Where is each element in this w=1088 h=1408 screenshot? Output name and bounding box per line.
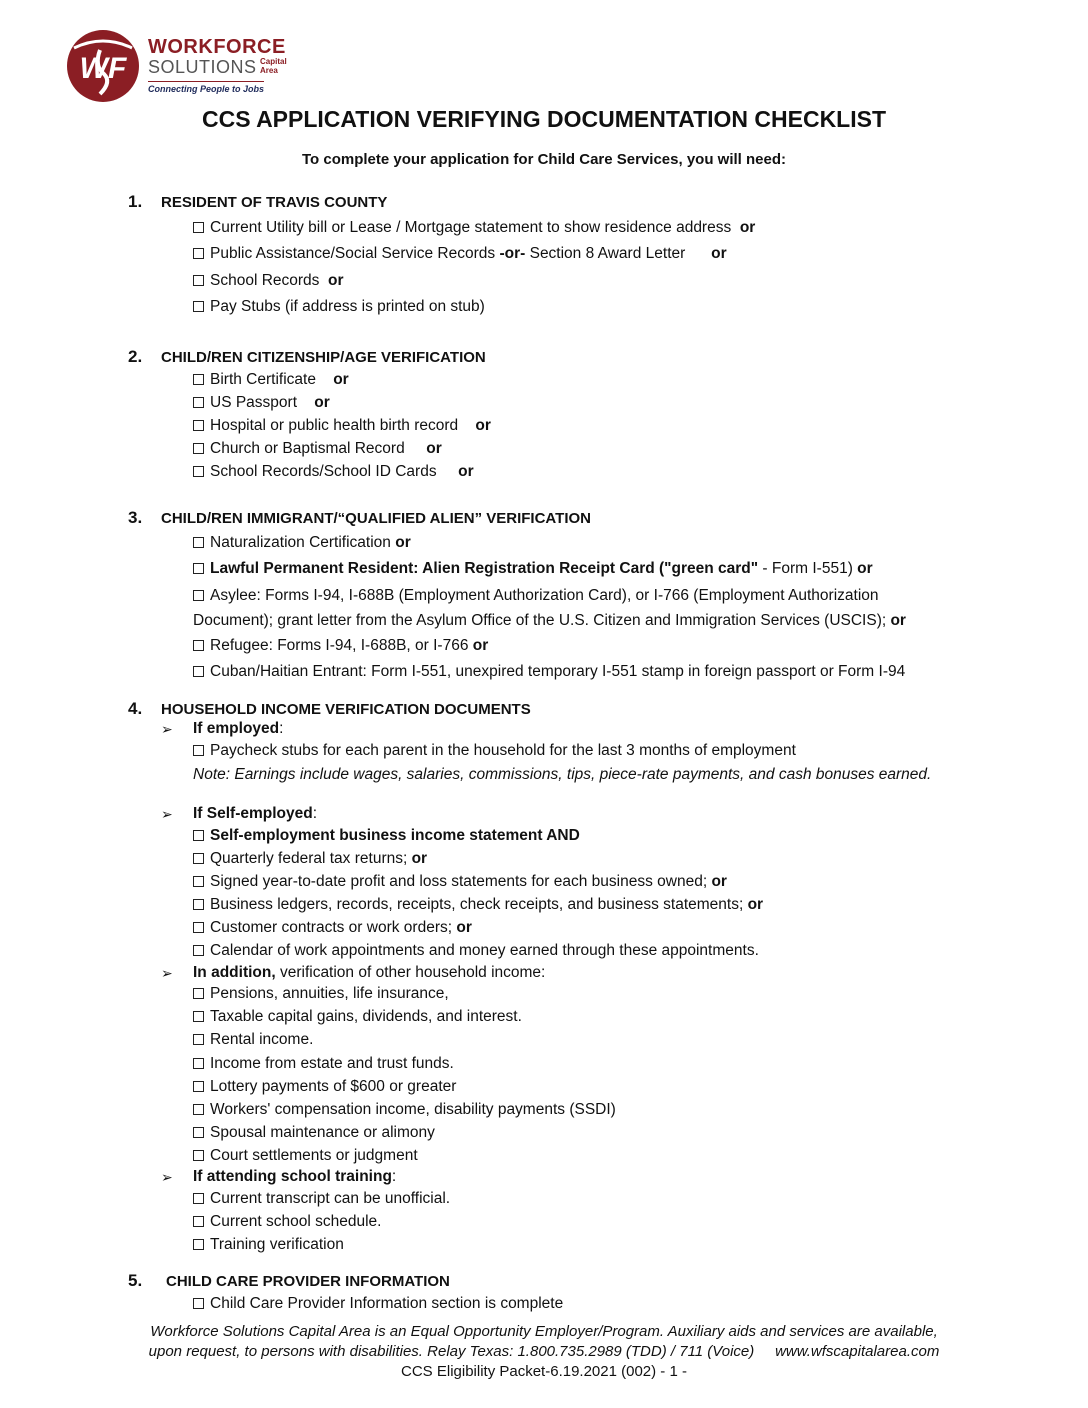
or-label: or	[456, 919, 472, 936]
checklist-item	[193, 742, 796, 760]
item-text: - Form I-551)	[758, 560, 858, 577]
self-employed-heading: If Self-employed:	[193, 805, 318, 822]
checklist-item	[193, 1078, 456, 1096]
checklist-item	[193, 827, 580, 845]
or-label: or	[328, 272, 344, 289]
arrow-bullet-icon: ➢	[161, 965, 173, 981]
or-label: or	[314, 394, 330, 411]
section-3-title: CHILD/REN IMMIGRANT/“QUALIFIED ALIEN” VERIFICATION	[161, 510, 591, 527]
item-text: Hospital or public health birth record	[210, 417, 459, 434]
checklist-item	[193, 873, 727, 891]
checkbox[interactable]	[193, 590, 204, 601]
section-2-title: CHILD/REN CITIZENSHIP/AGE VERIFICATION	[161, 349, 486, 366]
checklist-item	[193, 896, 763, 914]
checklist-item	[193, 463, 474, 481]
school-heading-text: If attending school training	[193, 1168, 392, 1185]
workforce-solutions-logo	[64, 24, 304, 106]
checkbox[interactable]	[193, 876, 204, 887]
item-text: Training verification	[210, 1236, 344, 1253]
logo-tagline: Connecting People to Jobs	[148, 81, 264, 94]
arrow-bullet-icon: ➢	[161, 1169, 173, 1185]
checkbox[interactable]	[193, 853, 204, 864]
item-text: Income from estate and trust funds.	[210, 1055, 454, 1072]
checklist-item	[193, 942, 759, 960]
checkbox[interactable]	[193, 1239, 204, 1250]
self-employed-heading-text: If Self-employed	[193, 805, 313, 822]
checkbox[interactable]	[193, 666, 204, 677]
checkbox[interactable]	[193, 466, 204, 477]
checkbox[interactable]	[193, 745, 204, 756]
item-text: Signed year-to-date profit and loss statements for each business owned;	[210, 873, 712, 890]
page-subtitle: To complete your application for Child Care Services, you will need:	[302, 151, 786, 168]
footer-line-2: upon request, to persons with disabilities. Relay Texas: 1.800.735.2989 (TDD) / 711 (Voice) www.wfscapitalarea.com	[148, 1343, 940, 1360]
item-text: Church or Baptismal Record	[210, 440, 405, 457]
item-text: Public Assistance/Social Service Records	[210, 245, 500, 262]
checkbox[interactable]	[193, 1150, 204, 1161]
checkbox[interactable]	[193, 1081, 204, 1092]
checklist-item	[193, 371, 349, 389]
or-label: or	[857, 560, 873, 577]
item-text-bold: Self-employment business income statement AND	[210, 827, 580, 844]
item-text: Pensions, annuities, life insurance,	[210, 985, 449, 1002]
checkbox[interactable]	[193, 988, 204, 999]
checkbox[interactable]	[193, 301, 204, 312]
checkbox[interactable]	[193, 1127, 204, 1138]
logo-name-line1: WORKFORCE	[148, 36, 286, 58]
checkbox[interactable]	[193, 922, 204, 933]
svg-text:WF: WF	[79, 52, 127, 85]
item-text: School Records	[210, 272, 320, 289]
logo-name-line2: SOLUTIONS	[148, 57, 257, 77]
checklist-item	[193, 1147, 418, 1165]
item-text: Cuban/Haitian Entrant: Form I-551, unexpired temporary I-551 stamp in foreign passport or Form I-94	[210, 663, 906, 680]
section-1-number: 1.	[128, 192, 143, 211]
checklist-item	[193, 1190, 450, 1208]
arrow-bullet-icon: ➢	[161, 721, 173, 737]
or-label: or	[890, 612, 906, 629]
checkbox[interactable]	[193, 640, 204, 651]
checklist-item	[193, 850, 427, 868]
checklist-item	[193, 1236, 344, 1254]
checklist-item	[193, 272, 344, 290]
section-4-title: HOUSEHOLD INCOME VERIFICATION DOCUMENTS	[161, 701, 531, 718]
or-label: or	[747, 896, 764, 913]
checklist-item	[193, 219, 755, 237]
checkbox[interactable]	[193, 1104, 204, 1115]
checkbox[interactable]	[193, 1011, 204, 1022]
item-text: Pay Stubs (if address is printed on stub)	[210, 298, 485, 315]
item-text: Workers' compensation income, disability payments (SSDI)	[210, 1101, 616, 1118]
checklist-item	[193, 560, 873, 578]
checkbox[interactable]	[193, 1298, 204, 1309]
item-text: Customer contracts or work orders;	[210, 919, 457, 936]
checkbox[interactable]	[193, 899, 204, 910]
checklist-item	[193, 663, 905, 681]
employed-heading: If employed:	[193, 720, 284, 737]
arrow-bullet-icon: ➢	[161, 806, 173, 822]
or-label: -or-	[499, 245, 526, 262]
section-3-number: 3.	[128, 508, 143, 527]
checklist-item	[193, 587, 879, 605]
item-text: Spousal maintenance or alimony	[210, 1124, 435, 1141]
or-label: or	[411, 850, 428, 867]
checkbox[interactable]	[193, 275, 204, 286]
checkbox[interactable]	[193, 830, 204, 841]
checklist-item	[193, 1008, 522, 1026]
checkbox[interactable]	[193, 420, 204, 431]
section-5-title: CHILD CARE PROVIDER INFORMATION	[166, 1273, 450, 1290]
checklist-item	[193, 417, 491, 435]
addition-heading-bold: In addition,	[193, 964, 276, 981]
checklist-item	[193, 1055, 454, 1073]
checklist-item	[193, 1031, 313, 1049]
checkbox[interactable]	[193, 1216, 204, 1227]
checkbox[interactable]	[193, 248, 204, 259]
or-label: or	[333, 371, 349, 388]
section-4-number: 4.	[128, 699, 143, 718]
or-label: or	[739, 219, 756, 236]
item-text: Lottery payments of $600 or greater	[210, 1078, 457, 1095]
item-text: Calendar of work appointments and money earned through these appointments.	[210, 942, 759, 959]
item-text: Taxable capital gains, dividends, and interest.	[210, 1008, 522, 1025]
item-text: Naturalization Certification	[210, 534, 396, 551]
earnings-note: Note: Earnings include wages, salaries, commissions, tips, piece-rate payments, and cash bonuses earned.	[193, 766, 932, 783]
addition-heading	[193, 964, 545, 982]
checklist-item	[193, 919, 472, 937]
item-text: US Passport	[210, 394, 298, 411]
or-label: or	[472, 637, 489, 654]
checkbox[interactable]	[193, 1058, 204, 1069]
page-title: CCS APPLICATION VERIFYING DOCUMENTATION CHECKLIST	[201, 106, 887, 132]
item-text: Current Utility bill or Lease / Mortgage statement to show residence address	[210, 219, 732, 236]
checklist-item	[193, 1124, 435, 1142]
or-label: or	[458, 463, 474, 480]
item-text: Birth Certificate	[210, 371, 316, 388]
school-heading: If attending school training:	[193, 1168, 397, 1185]
checkbox[interactable]	[193, 1193, 204, 1204]
item-text: Court settlements or judgment	[210, 1147, 418, 1164]
checklist-item	[193, 985, 449, 1003]
item-text: Rental income.	[210, 1031, 314, 1048]
or-label: or	[711, 245, 727, 262]
checklist-item	[193, 298, 485, 316]
section-2-number: 2.	[128, 347, 143, 366]
checkbox[interactable]	[193, 945, 204, 956]
item-text: School Records/School ID Cards	[210, 463, 437, 480]
footer-page-id: CCS Eligibility Packet-6.19.2021 (002) - 1 -	[401, 1363, 687, 1380]
checkbox[interactable]	[193, 397, 204, 408]
item-text: Asylee: Forms I-94, I-688B (Employment Authorization Card), or I-766 (Employment Authorization	[210, 587, 879, 604]
checklist-item	[193, 534, 411, 552]
or-label: or	[395, 534, 411, 551]
checkbox[interactable]	[193, 1034, 204, 1045]
checkbox[interactable]	[193, 563, 204, 574]
or-label: or	[475, 417, 491, 434]
item-text-bold: Lawful Permanent Resident: Alien Registration Receipt Card ("green card"	[210, 560, 759, 577]
item-text: Section 8 Award Letter	[525, 245, 686, 262]
logo-capital-area: Capital Area	[260, 57, 287, 75]
checkbox[interactable]	[193, 537, 204, 548]
checklist-item	[193, 637, 488, 655]
item-text: Current transcript can be unofficial.	[210, 1190, 451, 1207]
footer-line-1: Workforce Solutions Capital Area is an Equal Opportunity Employer/Program. Auxiliary aids and services are available,	[150, 1323, 938, 1340]
checkbox[interactable]	[193, 443, 204, 454]
checklist-item	[193, 394, 330, 412]
item-text: Document); grant letter from the Asylum Office of the U.S. Citizen and Immigration Services (USCIS);	[193, 612, 891, 629]
checklist-item-continuation	[193, 612, 906, 630]
checkbox[interactable]	[193, 222, 204, 233]
checkbox[interactable]	[193, 374, 204, 385]
checklist-item	[193, 1101, 616, 1119]
item-text: Business ledgers, records, receipts, check receipts, and business statements;	[210, 896, 748, 913]
item-text: Paycheck stubs for each parent in the household for the last 3 months of employment	[210, 742, 796, 759]
or-label: or	[426, 440, 442, 457]
checklist-item	[193, 440, 442, 458]
addition-heading-text: verification of other household income:	[275, 964, 546, 981]
section-1-title: RESIDENT OF TRAVIS COUNTY	[161, 194, 388, 211]
employed-heading-text: If employed	[193, 720, 280, 737]
section-5-number: 5.	[128, 1271, 143, 1290]
item-text: Refugee: Forms I-94, I-688B, or I-766	[210, 637, 473, 654]
or-label: or	[711, 873, 727, 890]
checklist-item	[193, 1213, 381, 1231]
checklist-item	[193, 245, 727, 263]
item-text: Quarterly federal tax returns;	[210, 850, 412, 867]
checklist-item	[193, 1295, 563, 1313]
item-text: Current school schedule.	[210, 1213, 382, 1230]
item-text: Child Care Provider Information section is complete	[210, 1295, 564, 1312]
wsf-logo-mark-icon	[64, 28, 142, 104]
